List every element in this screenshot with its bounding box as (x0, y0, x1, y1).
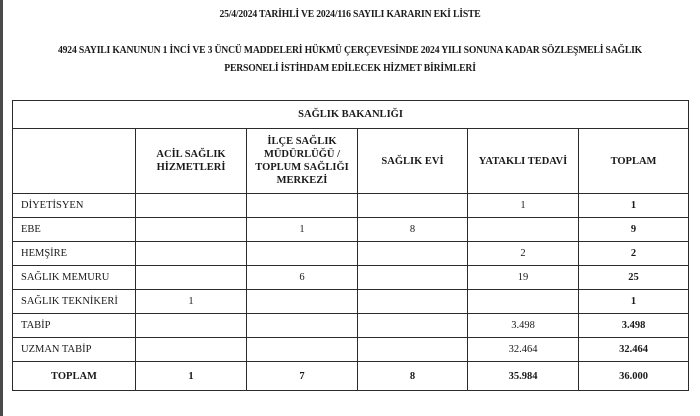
header-line: YATAKLI TEDAVİ (478, 155, 568, 167)
cell-saglik-evi: 8 (358, 218, 468, 242)
row-label: SAĞLIK TEKNİKERİ (13, 290, 136, 314)
header-line: TOPLUM SAĞLIĞI (255, 162, 349, 173)
cell-acil (136, 314, 247, 338)
cell-toplam: 25 (579, 266, 689, 290)
column-header-acil (136, 129, 247, 194)
ministry-header-row (13, 101, 689, 129)
document-title: 25/4/2024 TARİHLİ VE 2024/116 SAYILI KARARIN EKİ LİSTE (219, 9, 481, 20)
row-label: UZMAN TABİP (13, 338, 136, 362)
cell-ilce (247, 194, 358, 218)
column-header-row (13, 129, 689, 194)
column-header-ilce (247, 129, 358, 194)
column-header-yatakli-tedavi (468, 129, 579, 194)
staffing-table (12, 100, 689, 391)
header-line: İLÇE SAĞLIK (267, 136, 337, 147)
header-line: HİZMETLERİ (156, 162, 226, 173)
cell-acil (136, 338, 247, 362)
cell-ilce: 6 (247, 266, 358, 290)
cell-acil (136, 194, 247, 218)
cell-toplam: 9 (579, 218, 689, 242)
total-label: TOPLAM (13, 362, 136, 391)
row-label: SAĞLIK MEMURU (13, 266, 136, 290)
total-ilce: 7 (247, 362, 358, 391)
cell-toplam: 32.464 (579, 338, 689, 362)
cell-acil (136, 266, 247, 290)
total-saglik-evi: 8 (358, 362, 468, 391)
header-line: MÜDÜRLÜĞÜ / (263, 149, 341, 160)
header-line: MERKEZİ (276, 175, 328, 186)
row-label: EBE (13, 218, 136, 242)
table-row (13, 218, 689, 242)
ministry-name: SAĞLIK BAKANLIĞI (13, 101, 689, 129)
header-line: TOPLAM (610, 155, 657, 167)
total-yatakli: 35.984 (468, 362, 579, 391)
row-label: HEMŞİRE (13, 242, 136, 266)
staffing-table-container (12, 100, 688, 391)
cell-toplam: 1 (579, 194, 689, 218)
cell-yatakli: 1 (468, 194, 579, 218)
cell-toplam: 2 (579, 242, 689, 266)
column-header-position (13, 129, 136, 194)
cell-yatakli: 3.498 (468, 314, 579, 338)
cell-saglik-evi (358, 266, 468, 290)
cell-ilce (247, 338, 358, 362)
cell-toplam: 3.498 (579, 314, 689, 338)
cell-acil: 1 (136, 290, 247, 314)
cell-ilce (247, 314, 358, 338)
header-line: SAĞLIK EVİ (381, 155, 444, 167)
table-row (13, 194, 689, 218)
cell-saglik-evi (358, 290, 468, 314)
cell-toplam: 1 (579, 290, 689, 314)
document-subtitle-line-2: PERSONELİ İSTİHDAM EDİLECEK HİZMET BİRİMLERİ (224, 63, 476, 74)
cell-saglik-evi (358, 314, 468, 338)
table-row (13, 290, 689, 314)
table-row (13, 266, 689, 290)
cell-yatakli: 32.464 (468, 338, 579, 362)
cell-ilce: 1 (247, 218, 358, 242)
table-row (13, 338, 689, 362)
header-line: ACİL SAĞLIK (156, 149, 226, 160)
page-edge-bar (0, 0, 3, 416)
column-header-saglik-evi (358, 129, 468, 194)
cell-saglik-evi (358, 194, 468, 218)
cell-yatakli: 2 (468, 242, 579, 266)
cell-saglik-evi (358, 338, 468, 362)
total-acil: 1 (136, 362, 247, 391)
table-row (13, 314, 689, 338)
cell-ilce (247, 290, 358, 314)
total-toplam: 36.000 (579, 362, 689, 391)
cell-acil (136, 242, 247, 266)
cell-acil (136, 218, 247, 242)
row-label: TABİP (13, 314, 136, 338)
row-label: DİYETİSYEN (13, 194, 136, 218)
document-subtitle-line-1: 4924 SAYILI KANUNUN 1 İNCİ VE 3 ÜNCÜ MADDELERİ HÜKMÜ ÇERÇEVESİNDE 2024 YILI SONUNA KADAR SÖZLEŞMELİ SAĞLIK (58, 45, 642, 56)
table-row (13, 242, 689, 266)
cell-yatakli (468, 290, 579, 314)
total-row (13, 362, 689, 391)
column-header-toplam (579, 129, 689, 194)
cell-yatakli (468, 218, 579, 242)
cell-ilce (247, 242, 358, 266)
cell-saglik-evi (358, 242, 468, 266)
cell-yatakli: 19 (468, 266, 579, 290)
